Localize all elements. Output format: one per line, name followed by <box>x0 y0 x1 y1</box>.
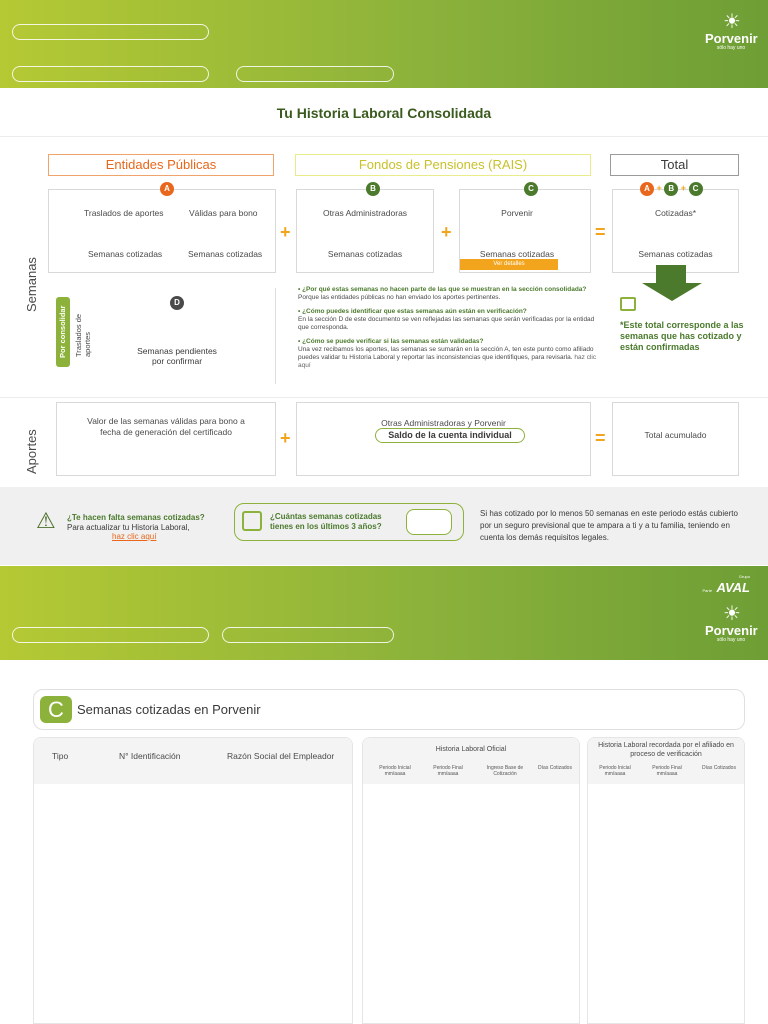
plus-2: + <box>441 222 452 242</box>
box-b-title: Otras Administradoras <box>322 208 408 218</box>
top-banner <box>0 0 768 88</box>
label-semanas: Semanas <box>24 257 39 312</box>
col-razon-social: Razón Social del Empleador <box>227 751 335 761</box>
calendar-check-icon <box>242 511 262 531</box>
aportes-box-a <box>56 402 276 476</box>
page-title: Tu Historia Laboral Consolidada <box>276 105 492 121</box>
box-d-text: Semanas pendientes por confirmar <box>137 346 217 366</box>
sun-icon: ☀ <box>723 11 739 33</box>
semanas-3-anos-value <box>406 509 452 535</box>
box-d-divider <box>275 288 276 384</box>
afiliado-col-1: Periodo Inicial mm/aaaa <box>599 765 631 777</box>
calendar-icon <box>620 297 636 311</box>
warning-icon: ⚠ <box>36 508 56 533</box>
badge-c: C <box>524 182 538 196</box>
section-c-title: Semanas cotizadas en Porvenir <box>77 702 261 717</box>
box-b-value: Semanas cotizadas <box>327 249 403 259</box>
oficial-col-3: Ingreso Base de Cotización <box>486 765 524 777</box>
aportes-total: Total acumulado <box>644 430 707 440</box>
label-traslados: Traslados de aportes <box>74 313 92 357</box>
col-tipo: Tipo <box>52 751 69 761</box>
total-formula: A + B + C <box>640 182 703 196</box>
box-a-val1: Semanas cotizadas <box>88 249 163 259</box>
equals-1: = <box>595 222 606 242</box>
aportes-bc-title: Otras Administradoras y Porvenir <box>381 418 506 428</box>
oficial-col-4: Días Cotizados <box>538 765 572 771</box>
badge-a: A <box>160 182 174 196</box>
afiliado-title: Historia Laboral recordada por el afiliado en proceso de verificación <box>598 742 734 758</box>
down-arrow <box>656 265 686 283</box>
name-field <box>12 24 209 40</box>
col-identificacion: N° Identificación <box>119 751 181 761</box>
aportes-divider <box>0 397 768 398</box>
total-note: *Este total corresponde a las semanas que has cotizado y están confirmadas <box>620 320 744 352</box>
date-field <box>236 66 394 82</box>
box-a-val2: Semanas cotizadas <box>188 249 263 259</box>
faq-link[interactable]: haz clic aquí <box>298 354 597 369</box>
id-field-2 <box>222 627 394 643</box>
aportes-bc-value: Saldo de la cuenta individual <box>375 428 525 443</box>
header-fondos: Fondos de Pensiones (RAIS) <box>295 154 591 176</box>
box-c-value: Semanas cotizadas <box>479 249 555 259</box>
afiliado-col-2: Periodo Final mm/aaaa <box>652 765 682 777</box>
oficial-col-2: Periodo Final mm/aaaa <box>433 765 463 777</box>
oficial-title: Historia Laboral Oficial <box>435 746 507 753</box>
info-q2: ¿Cuántas semanas cotizadas tienes en los últimos 3 años? <box>270 512 382 531</box>
badge-b: B <box>366 182 380 196</box>
afiliado-col-3: Días Cotizados <box>702 765 736 771</box>
aportes-a-text: Valor de las semanas válidas para bono a fecha de generación del certificado <box>87 416 245 437</box>
down-arrow-head <box>642 283 702 301</box>
ver-detalles-button[interactable]: Ver detalles <box>460 259 558 270</box>
table-left <box>33 737 353 1024</box>
box-a-col2: Válidas para bono <box>189 208 258 218</box>
info-q1-text: Para actualizar tu Historia Laboral, <box>67 523 190 532</box>
header-total: Total <box>610 154 739 176</box>
header-publicas: Entidades Públicas <box>48 154 274 176</box>
equals-2: = <box>595 428 606 448</box>
badge-d: D <box>170 296 184 310</box>
info-q1: ¿Te hacen falta semanas cotizadas? <box>67 513 205 522</box>
id-field <box>12 66 209 82</box>
box-total-title: Cotizadas* <box>654 208 697 218</box>
table-oficial <box>362 737 580 1024</box>
plus-3: + <box>280 428 291 448</box>
faq: • ¿Por qué estas semanas no hacen parte de las que se muestran en la sección consolidada? Porque las entidades públicas no han enviado los aportes pertinentes. • ¿Cómo puedes identificar que estas semanas aún están en verificación? En la sección D de este documento se ven reflejadas las semanas que serán verificadas por la entidad que corresponda. • ¿Cómo se puede verificar si las semanas están validadas? Una vez recibamos los aportes, las semanas se sumarán en la sección A, ten este punto como afiliado puedes validar tu Historia Laboral y reportar las inconsistencias que identifiques, para revisarla. haz clic aquí <box>298 286 597 369</box>
box-b <box>296 189 434 273</box>
label-aportes: Aportes <box>24 429 39 474</box>
box-total-value: Semanas cotizadas <box>638 249 713 259</box>
porvenir-logo-2: ☀ Porvenir sólo hay uno <box>705 603 758 643</box>
sun-icon: ☀ <box>723 603 739 625</box>
table-afiliado <box>587 737 745 1024</box>
box-a <box>48 189 276 273</box>
info-legal: Si has cotizado por lo menos 50 semanas en este periodo estás cubierto por un seguro previsional que te ampara a ti y a tu familia, teniendo en cuenta los demás requisitos legales. <box>480 509 738 542</box>
box-c-title: Porvenir <box>501 208 533 218</box>
section-c-letter: C <box>40 696 72 723</box>
name-field-2 <box>12 627 209 643</box>
box-total <box>612 189 739 273</box>
oficial-col-1: Periodo Inicial mm/aaaa <box>379 765 411 777</box>
box-a-col1: Traslados de aportes <box>84 208 164 218</box>
tab-por-consolidar: Por consolidar <box>56 297 70 367</box>
info-q1-link[interactable]: haz clic aquí <box>112 532 157 541</box>
second-banner <box>0 566 768 660</box>
title-divider <box>0 136 768 137</box>
grupo-aval-logo: Grupo Parte AVAL <box>702 574 750 595</box>
porvenir-logo: ☀ Porvenir sólo hay uno <box>705 11 758 51</box>
plus-1: + <box>280 222 291 242</box>
